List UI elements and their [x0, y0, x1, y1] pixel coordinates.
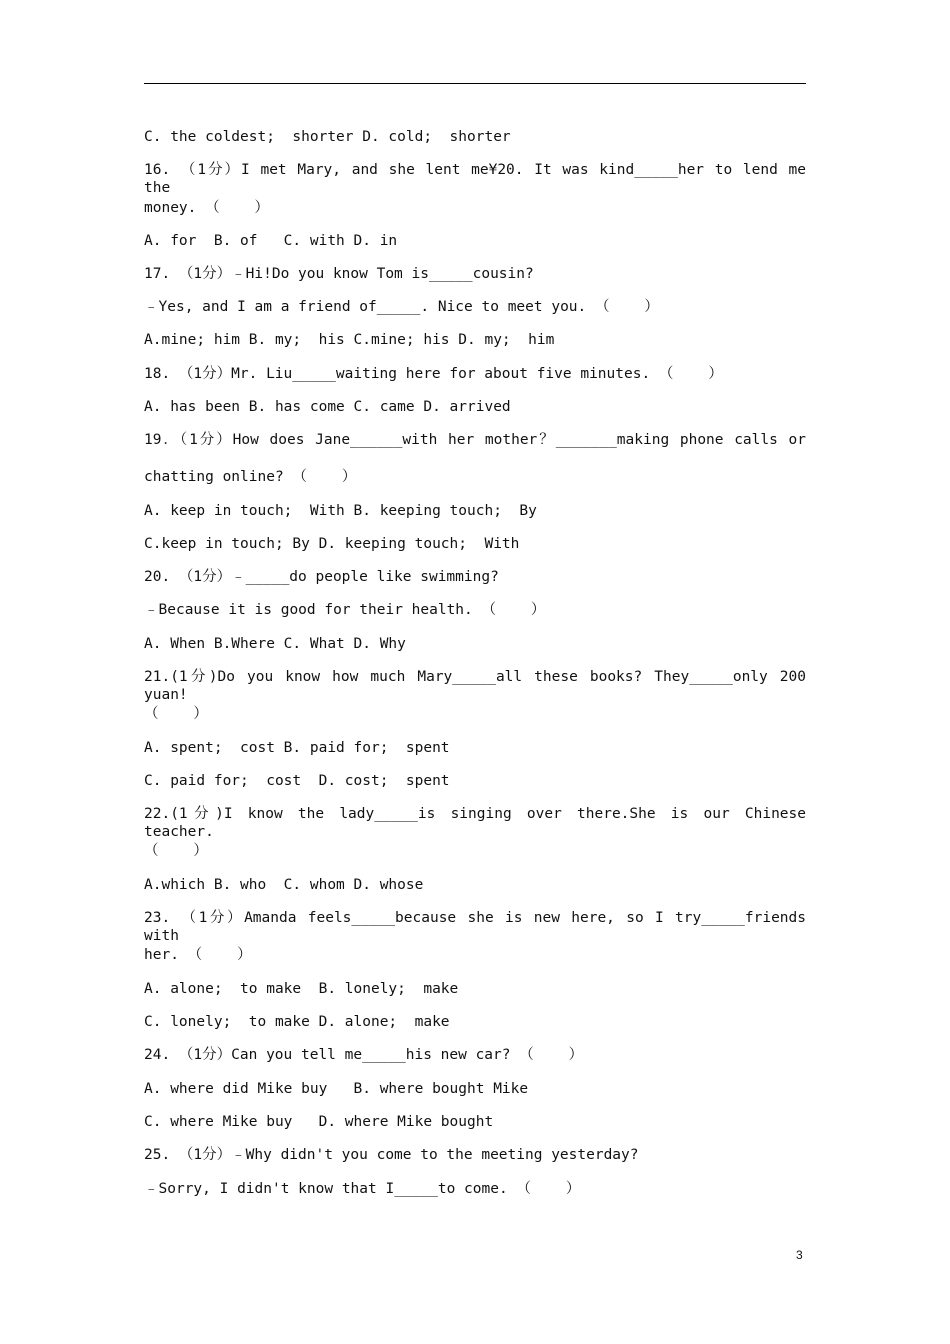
text-line: ﹣Because it is good for their health. （ ） [144, 602, 546, 618]
text-line: C. the coldest; shorter D. cold; shorter [144, 129, 511, 145]
text-line: A. for B. of C. with D. in [144, 233, 398, 249]
text-line: 16. （1分）I met Mary, and she lent me¥20. It was kind_____her to lend me the [144, 162, 806, 196]
text-line: 22.(1分)I know the lady_____is singing over there.She is our Chinese teacher. [144, 806, 806, 840]
text-line: A. keep in touch; With B. keeping touch; By [144, 503, 537, 519]
text-line: 24. （1分）Can you tell me_____his new car? （ ） [144, 1047, 584, 1063]
text-line: ﹣Yes, and I am a friend of_____. Nice to meet you. （ ） [144, 299, 659, 315]
text-line: ﹣Sorry, I didn't know that I_____to come. （ ） [144, 1181, 581, 1197]
text-line: C.keep in touch; By D. keeping touch; With [144, 536, 520, 552]
text-line: 17. （1分）﹣Hi!Do you know Tom is_____cousin? [144, 266, 534, 282]
text-line: A.which B. who C. whom D. whose [144, 877, 424, 893]
page-number: 3 [796, 1248, 803, 1262]
text-line: C. lonely; to make D. alone; make [144, 1014, 450, 1030]
text-line: （ ） [144, 843, 208, 859]
text-line: chatting online? （ ） [144, 469, 357, 485]
text-line: A. spent; cost B. paid for; spent [144, 740, 450, 756]
text-line: 21.(1分)Do you know how much Mary_____all these books? They_____only 200 yuan! [144, 669, 806, 703]
text-line: 23. （1分）Amanda feels_____because she is new here, so I try_____friends with [144, 910, 806, 944]
text-line: C. where Mike buy D. where Mike bought [144, 1114, 494, 1130]
text-line: C. paid for; cost D. cost; spent [144, 773, 450, 789]
text-line: 25. （1分）﹣Why didn't you come to the meeting yesterday? [144, 1147, 639, 1163]
header-rule [144, 83, 806, 84]
text-line: （ ） [144, 706, 208, 722]
text-line: A. When B.Where C. What D. Why [144, 636, 406, 652]
text-line: A. has been B. has come C. came D. arrived [144, 399, 511, 415]
text-line: 18. （1分）Mr. Liu_____waiting here for about five minutes. （ ） [144, 366, 723, 382]
text-line: her. （ ） [144, 947, 252, 963]
text-line: 20. （1分）﹣_____do people like swimming? [144, 569, 499, 585]
text-line: money. （ ） [144, 200, 270, 216]
text-line: A.mine; him B. my; his C.mine; his D. my; him [144, 332, 555, 348]
text-line: A. alone; to make B. lonely; make [144, 981, 459, 997]
text-line: A. where did Mike buy B. where bought Mike [144, 1081, 529, 1097]
text-line: 19．（1分）How does Jane______with her mother？_______making phone calls or [144, 432, 806, 448]
